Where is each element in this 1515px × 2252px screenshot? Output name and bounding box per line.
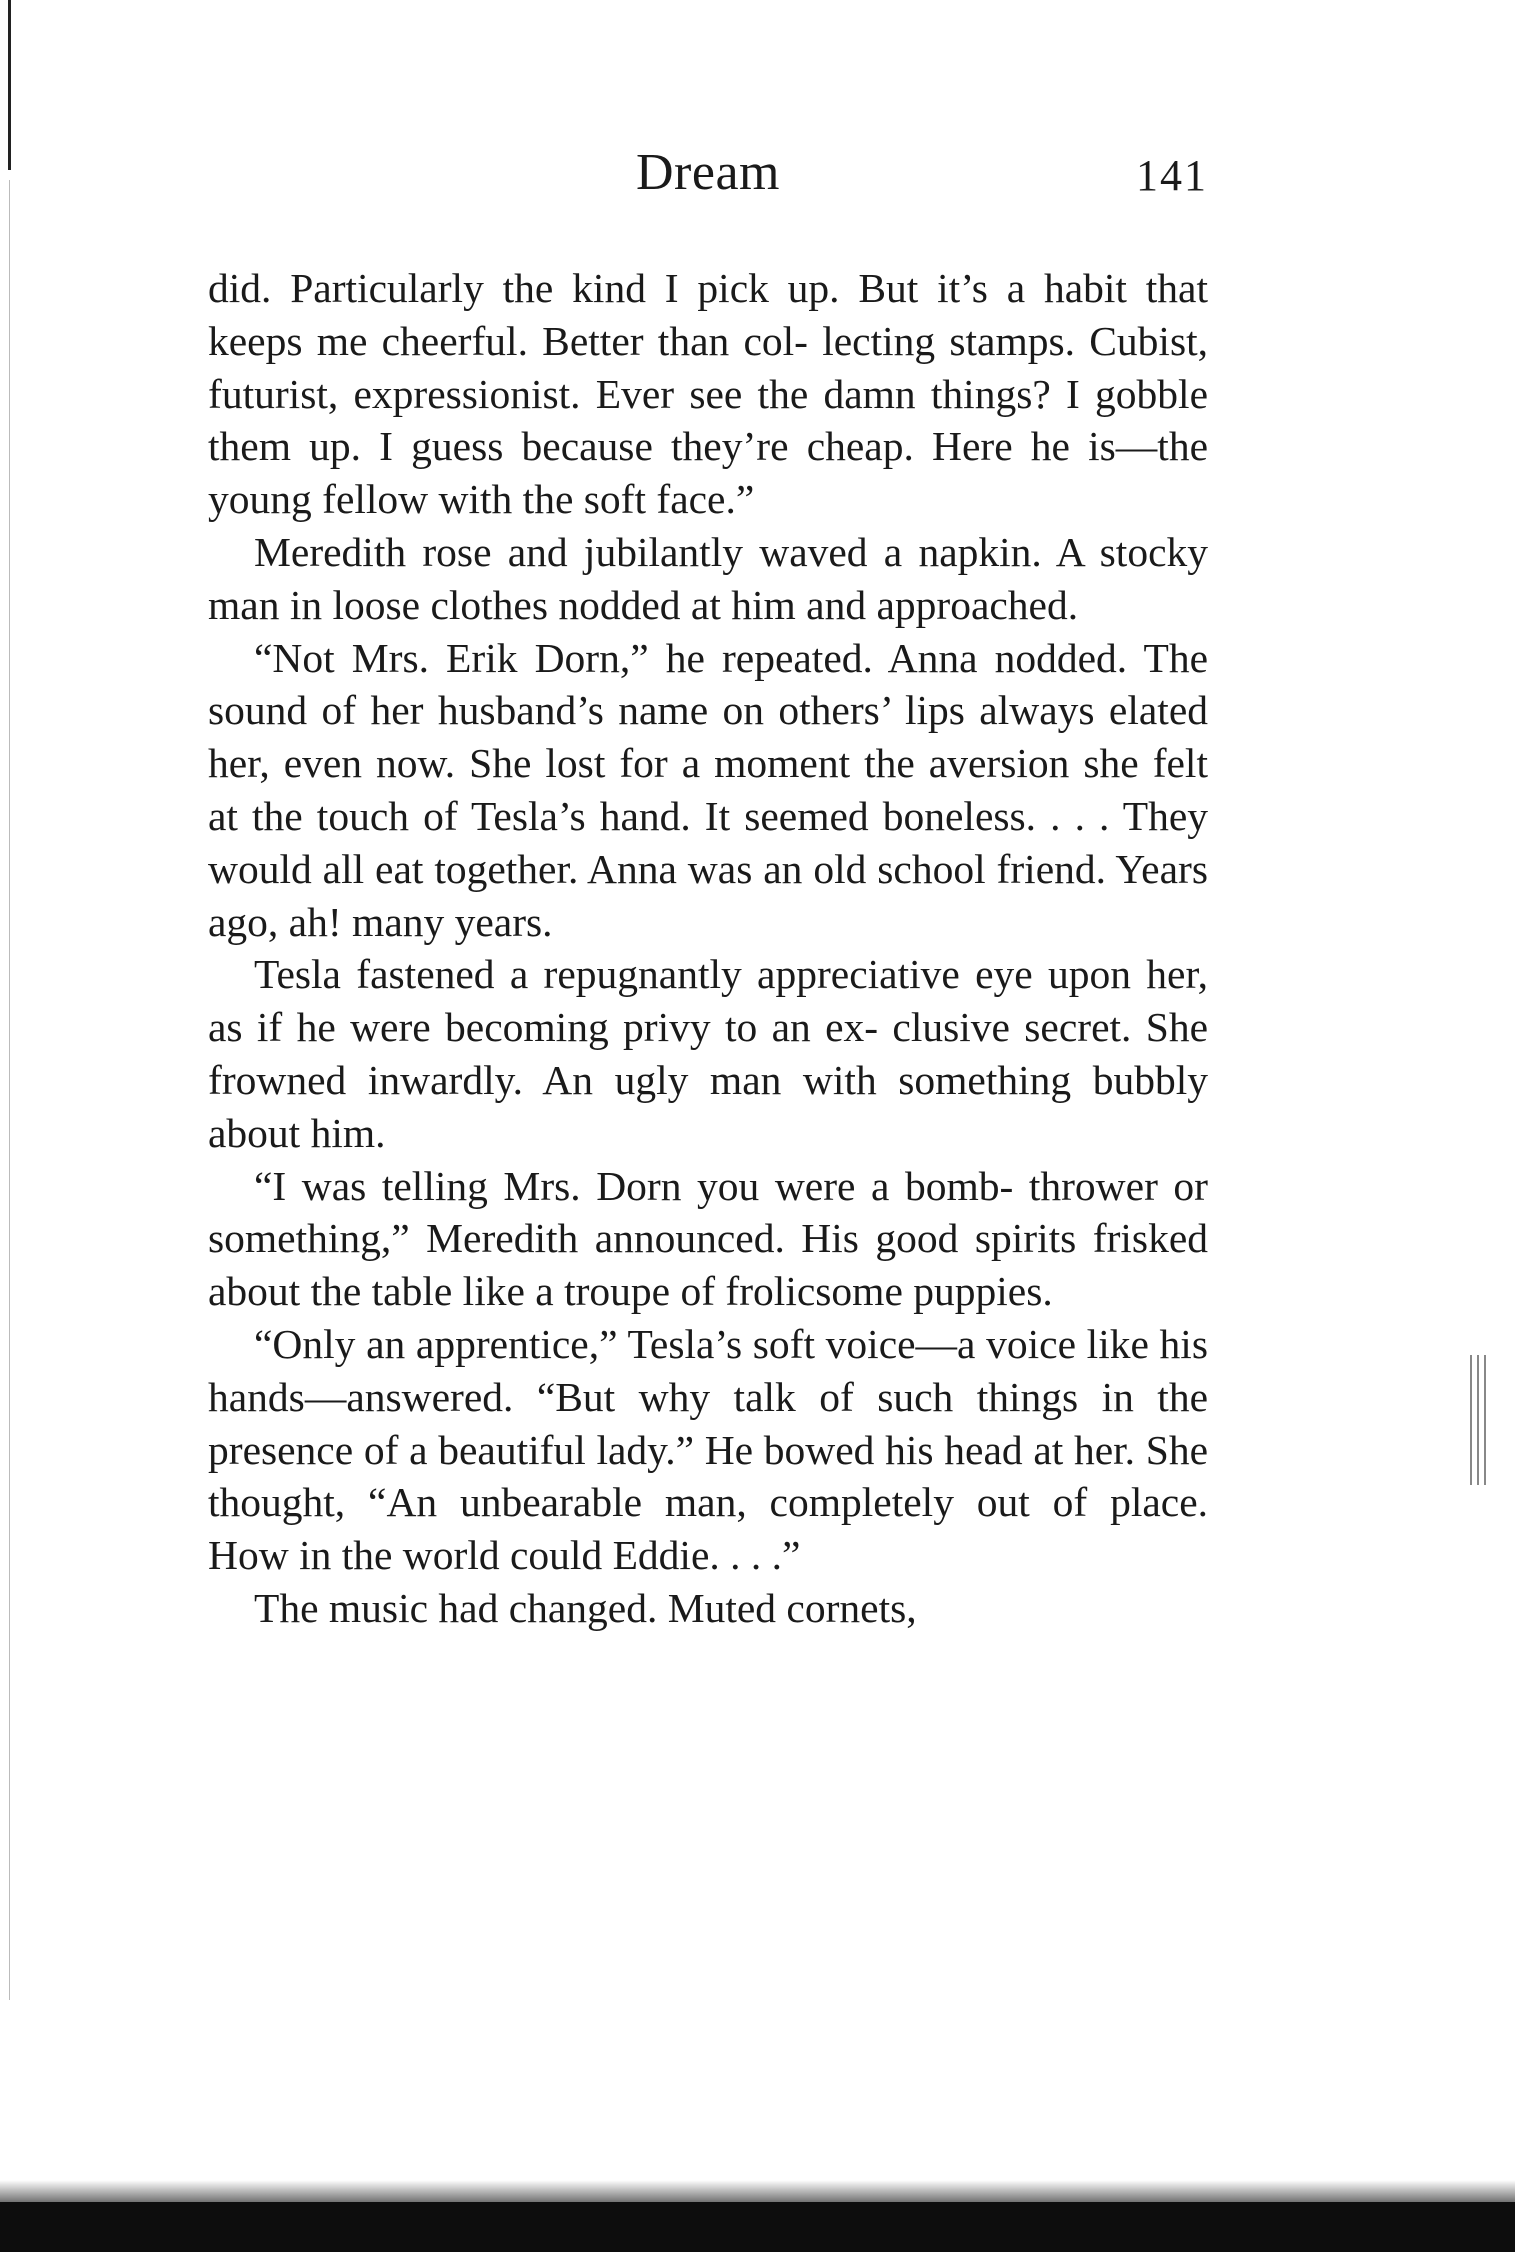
scan-shadow	[0, 2180, 1515, 2204]
page-edge-mark	[8, 0, 11, 170]
body-text	[208, 262, 1208, 1635]
page-header	[208, 138, 1208, 208]
paragraph-5: “I was telling Mrs. Dorn you were a bomb- thrower or something,” Meredith announced. His good spirits frisked about the table like a troupe of frolicsome puppies.	[208, 1162, 1208, 1315]
paragraph-4: Tesla fastened a repugnantly appreciative eye upon her, as if he were becoming privy to an ex- clusive secret. She frowned inwardly. An ugly man with something bubbly about him.	[208, 951, 1208, 1156]
paragraph-1: did. Particularly the kind I pick up. But it’s a habit that keeps me cheerful. Better than col- lecting stamps. Cubist, futurist, expressionist. Ever see the damn things? I gobble them up. I guess because they’re cheap. Here he is—the young fellow with the soft face.”	[208, 265, 1208, 523]
paragraph-2: Meredith rose and jubilantly waved a napkin. A stocky man in loose clothes nodded at him and approached.	[208, 528, 1208, 628]
page-edge-line	[9, 180, 10, 2000]
scan-bottom-edge	[0, 2202, 1515, 2252]
running-head: Dream	[636, 144, 780, 201]
paragraph-6: “Only an apprentice,” Tesla’s soft voice—a voice like his hands—answered. “But why talk of such things in the presence of a beautiful lady.” He bowed his head at her. She thought, “An unbearable man, completely out of place. How in the world could Eddie. . . .”	[208, 1320, 1208, 1579]
page-number: 141	[1136, 151, 1208, 200]
margin-scan-marks	[1468, 1355, 1490, 1485]
paragraph-3: “Not Mrs. Erik Dorn,” he repeated. Anna nodded. The sound of her husband’s name on others’ lips always elated her, even now. She lost for a moment the aversion she felt at the touch of Tesla’s hand. It seemed boneless. . . . They would all eat together. Anna was an old school friend. Years ago, ah! many years.	[208, 634, 1208, 945]
paragraph-7: The music had changed. Muted cornets,	[254, 1584, 917, 1631]
